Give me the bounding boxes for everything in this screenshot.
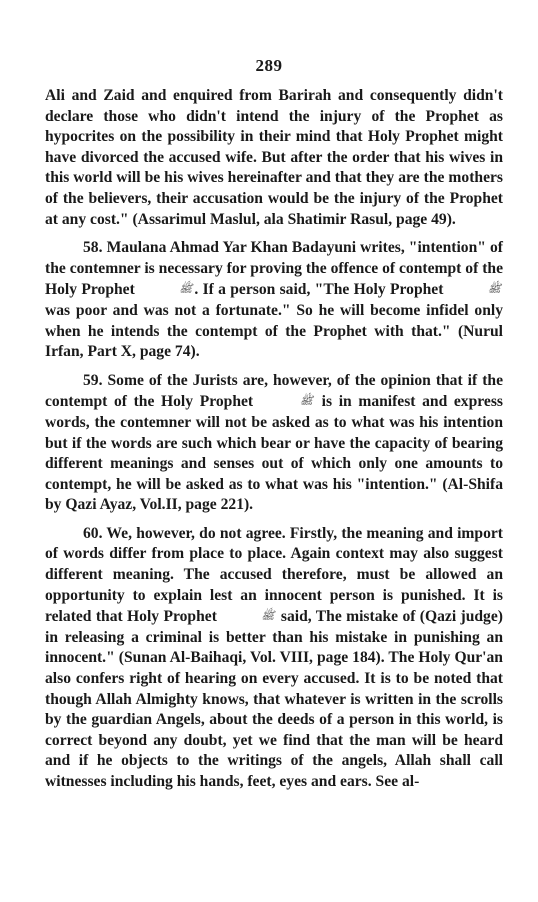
paragraph-58 bbox=[45, 238, 503, 363]
paragraph-text: . If a person said, "The Holy Prophet bbox=[194, 281, 444, 299]
paragraph-text: 60. We, however, do not agree. Firstly, the meaning and import of words differ from place to place. Again context may also suggest different meaning. The accused therefore, must be allowed an opportunity to explain lest an innocent person is punished. It is related that Holy Prophet bbox=[45, 524, 503, 626]
honorific-calligraphy-icon: ﷺ bbox=[179, 282, 193, 296]
paragraph-text: is in manifest and express words, the contemner will not be asked as to what was his intention but if the words are such which bear or have the capacity of bearing different meanings and senses out of which only one amounts to contempt, he will be asked as to what was his "intention." (Al-Shifa by Qazi Ayaz, Vol.II, page 221). bbox=[45, 393, 503, 514]
honorific-calligraphy-icon: ﷺ bbox=[261, 609, 275, 623]
paragraph-59 bbox=[45, 371, 503, 516]
paragraph-continuation bbox=[45, 86, 503, 230]
paragraph-text: said, The mistake of (Qazi judge) in releasing a criminal is better than his mistake in punishing an innocent." (Sunan Al-Baihaqi, Vol. VIII, page 184). The Holy Qur'an also confers right of hearing on every accused. It is to be noted that though Allah Almighty knows, that whatever is written in the scrolls by the guardian Angels, about the deeds of a person in this world, is correct beyond any doubt, yet we find that the man will be heard and if he objects to the writings of the angels, Allah shall call witnesses including his hands, feet, eyes and ears. See al- bbox=[45, 608, 503, 790]
paragraph-text: Ali and Zaid and enquired from Barirah and consequently didn't declare those who didn't intend the injury of the Prophet as hypocrites on the possibility in their mind that Holy Prophet might have divorced the accused wife. But after the order that his wives in this world will be his wives hereinafter and that they are the mothers of the believers, their accusation would be the injury of the Prophet at any cost." (Assarimul Maslul, ala Shatimir Rasul, page 49). bbox=[45, 87, 503, 228]
paragraph-text: 58. Maulana Ahmad Yar Khan Badayuni writes, "intention" of the contemner is necessary for proving the offence of contempt of the Holy Prophet bbox=[45, 239, 503, 299]
paragraph-text: was poor and was not a fortunate." So he will become infidel only when he intends the contempt of the Prophet with that." (Nurul Irfan, Part X, page 74). bbox=[45, 301, 503, 361]
honorific-calligraphy-icon: ﷺ bbox=[487, 282, 502, 296]
page-number: 289 bbox=[255, 56, 283, 75]
paragraph-60 bbox=[45, 524, 503, 793]
page-body bbox=[45, 86, 503, 801]
paragraph-text: 59. Some of the Jurists are, however, of the opinion that if the contempt of the Holy Prophet bbox=[45, 371, 503, 411]
honorific-calligraphy-icon: ﷺ bbox=[299, 394, 314, 408]
